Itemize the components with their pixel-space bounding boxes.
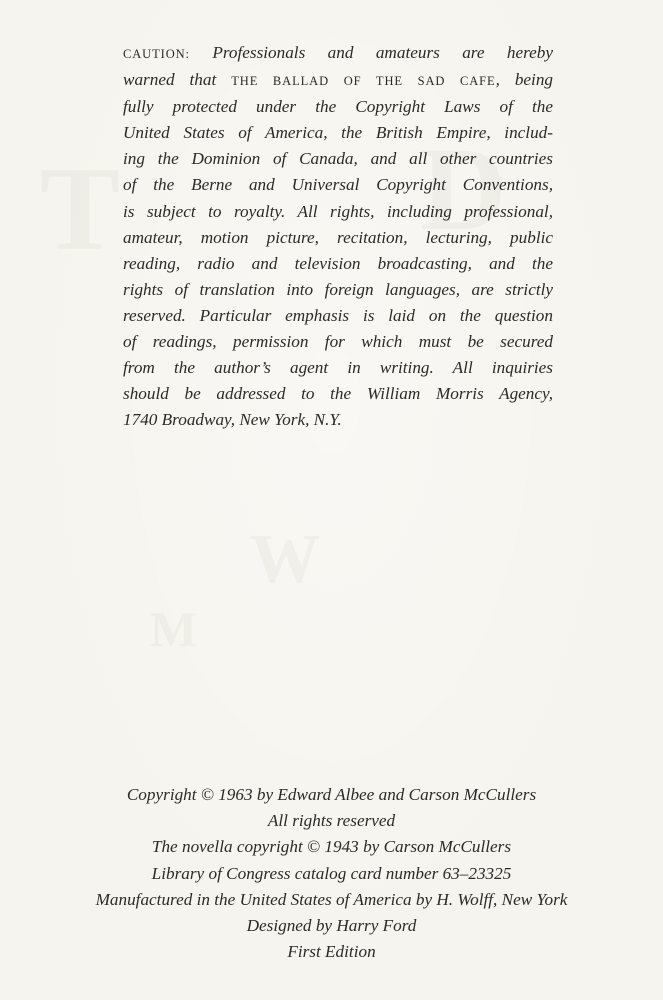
caution-line: is subject to royalty. All rights, including professional, [123, 201, 553, 221]
show-through-mark: D [420, 122, 507, 255]
play-title: THE BALLAD OF THE SAD CAFE [231, 74, 496, 89]
colophon [0, 782, 663, 965]
caution-line: from the author’s agent in writing. All inquiries [123, 358, 553, 378]
caution-notice [123, 40, 553, 433]
show-through-mark: M [150, 601, 198, 657]
caution-line: ing the Dominion of Canada, and all other countries [123, 149, 553, 169]
caution-line: amateur, motion picture, recitation, lecturing, public [123, 227, 553, 247]
catalog-number-line: Library of Congress catalog card number 63–23325 [151, 863, 512, 883]
designer-line: Designed by Harry Ford [246, 916, 417, 936]
caution-line-2: warned that THE BALLAD OF THE SAD CAFE, being [123, 70, 554, 90]
manufactured-line: Manufactured in the United States of America by H. Wolff, New York [95, 889, 568, 909]
caution-line: rights of translation into foreign languages, are strictly [123, 279, 553, 299]
caution-line: of readings, permission for which must be secured [123, 332, 553, 352]
copyright-line: Copyright © 1963 by Edward Albee and Carson McCullers [126, 785, 537, 804]
novella-copyright-line: The novella copyright © 1943 by Carson McCullers [151, 837, 512, 857]
show-through-mark: W [250, 521, 320, 598]
rights-line: All rights reserved [267, 811, 396, 831]
caution-line: United States of America, the British Empire, includ- [123, 123, 553, 143]
caution-label: CAUTION: [123, 47, 190, 61]
caution-line: fully protected under the Copyright Laws of the [123, 97, 553, 117]
show-through-mark: T [40, 142, 121, 275]
caution-line-1: CAUTION: Professionals and amateurs are hereby [123, 43, 554, 62]
edition-line: First Edition [287, 942, 376, 962]
caution-line: reserved. Particular emphasis is laid on the question [123, 305, 553, 325]
caution-line-address: 1740 Broadway, New York, N.Y. [123, 410, 342, 430]
caution-line: reading, radio and television broadcasting, and the [123, 253, 553, 273]
caution-line: of the Berne and Universal Copyright Conventions, [123, 175, 553, 195]
caution-line: should be addressed to the William Morris Agency, [123, 384, 553, 404]
